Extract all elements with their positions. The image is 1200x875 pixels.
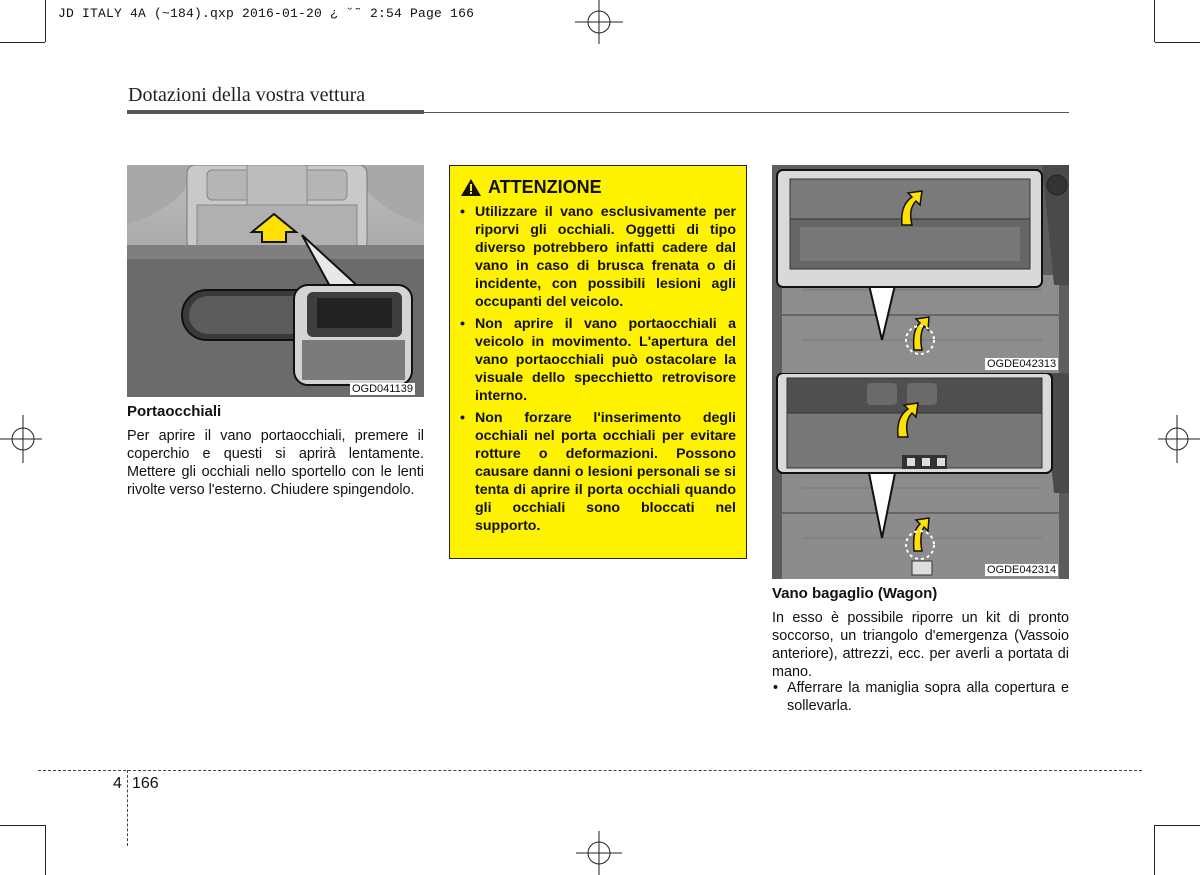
crop-mark <box>45 0 46 42</box>
title-rule-thin <box>424 112 1069 113</box>
cargo-tray-photo-2 <box>772 373 1069 579</box>
footer-rule <box>38 770 1142 771</box>
page-number: 166 <box>132 775 159 792</box>
sunglass-holder-illustration <box>127 165 424 397</box>
sunglass-holder-text: Per aprire il vano portaocchiali, premere il coperchio e questi si aprirà lentamente. Mettere gli occhiali nello sportello con le lenti rivolte verso l'esterno. Chiudere spingendolo. <box>127 428 424 498</box>
warning-box <box>449 165 747 559</box>
warning-item: • Utilizzare il vano esclusivamente per riporvi gli occhiali. Oggetti di tipo diverso potrebbero infatti cadere dal vano in caso di brusca frenata o di incidente, con possibili lesioni agli occupanti del veicolo. <box>460 203 736 311</box>
sunglass-holder-photo <box>127 165 424 397</box>
crop-mark <box>45 825 46 875</box>
section-title: Dotazioni della vostra vettura <box>128 84 366 106</box>
footer-divider <box>127 770 128 846</box>
crop-mark <box>1155 825 1200 826</box>
warning-triangle-icon <box>460 178 482 197</box>
warning-item: • Non forzare l'inserimento degli occhiali nel porta occhiali per evitare rotture o deformazioni. Possono causare danni o lesioni personali se si tenta di aprire il porta occhiali quando gli occhiali sono bloccati nel supporto. <box>460 409 736 535</box>
cargo-tray-illustration <box>772 165 1069 373</box>
chapter-number: 4 <box>113 775 122 792</box>
title-rule <box>127 110 424 114</box>
crop-mark <box>1155 42 1200 43</box>
crop-mark <box>1154 0 1155 42</box>
cargo-heading: Vano bagaglio (Wagon) <box>772 585 938 602</box>
warning-list <box>460 203 736 539</box>
registration-mark-icon <box>1158 415 1200 463</box>
print-header: JD ITALY 4A (~184).qxp 2016-01-20 ¿ ˘˜ 2:54 Page 166 <box>58 6 475 21</box>
image-code: OGD041139 <box>352 383 413 395</box>
crop-mark <box>1154 825 1155 875</box>
cargo-tray-illustration <box>772 373 1069 579</box>
cargo-bullets <box>772 679 1069 715</box>
warning-item: • Non aprire il vano portaocchiali a veicolo in movimento. L'apertura del vano portaocchiali può ostacolare la visuale dello specchietto retrovisore interno. <box>460 315 736 405</box>
image-code: OGDE042313 <box>987 358 1057 370</box>
image-code: OGDE042314 <box>987 564 1057 576</box>
sunglass-holder-heading: Portaocchiali <box>127 403 222 420</box>
registration-mark-icon <box>575 0 623 46</box>
warning-title: ATTENZIONE <box>488 177 602 197</box>
crop-mark <box>0 825 45 826</box>
cargo-tray-photo-1 <box>772 165 1069 373</box>
cargo-bullet-item: • Afferrare la maniglia sopra alla copertura e sollevarla. <box>772 679 1069 715</box>
registration-mark-icon <box>576 831 622 875</box>
crop-mark <box>0 42 45 43</box>
registration-mark-icon <box>0 415 42 463</box>
cargo-text: In esso è possibile riporre un kit di pronto soccorso, un triangolo d'emergenza (Vassoio anteriore), attrezzi, ecc. per averli a portata di mano. <box>772 610 1069 680</box>
